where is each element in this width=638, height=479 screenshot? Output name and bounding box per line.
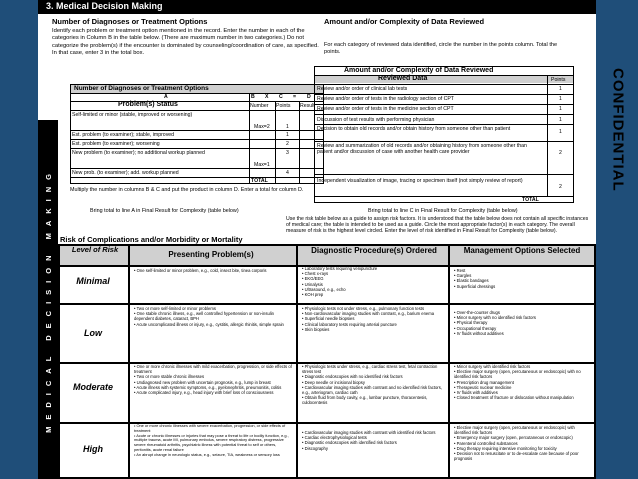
diagnoses-intro: Identify each problem or treatment option mentioned in the record. Enter the number in each of the categories in Column B in the table below. (There are maximum number in two categories.) Do not categorize the problem(s) if the encounter is dominated by counseling/coordination of care, as specified. In that case, enter 3 in the total box. [52, 28, 319, 57]
data-bring-total: Bring total to line C in Final Result for Complexity (table below) [368, 208, 518, 214]
risk-level-low: Low [84, 328, 102, 338]
data-intro: For each category of reviewed data identified, circle the number in the points column. Total the points. [324, 42, 558, 55]
risk-level-moderate: Moderate [72, 382, 113, 392]
confidential-stamp: CONFIDENTIAL [609, 68, 627, 192]
slide-background-left [0, 0, 38, 479]
risk-level-minimal: Minimal [76, 276, 110, 286]
risk-title: Risk of Complications and/or Morbidity or Mortality [60, 235, 243, 244]
section-header-bar [38, 0, 596, 14]
diagnoses-heading: Number of Diagnoses or Treatment Options [52, 17, 208, 26]
risk-level-high: High [83, 444, 103, 454]
document-page: 3. Medical Decision Making Number of Diagnoses or Treatment Options Identify each problem or treatment option mentioned in the record. Enter the number in each of the categories in Column B in the table below. (There are maximum number in two categories.) Do not categorize the problem(s) if the encounter is dominated by counseling/coordination of care, as specified. In that case, enter 3 in the total box. Number of Diagnoses or Treatment Options A B X C = D Problem(s) Status Number Points Result Self-limited or minor (stable, improved or worsening) Max=2 1 Est. problem (to examiner); stable, improved 1 Est. problem (to examiner); worsening 2 New problem (to examiner); no additional workup planned Max=1 3 New prob. (to examiner); add. workup planned 4 TOTAL Multiply the number in columns B & C and put the product in column D. Enter a total for column D. Bring total to line A in Final Result for Complexity (table below) Amount and/or Complexity of Data Reviewed For each category of reviewed data identified, circle the number in the points column. Total the points. Amount and/or Complexity of Data Reviewed Reviewed Data Points Review and/or order of clinical lab tests 1 Review and/or order of tests in the radiology section of CPT 1 Review and/or order of tests in the medicine section of CPT 1 Discussion of test results with performing physician 1 Decision to obtain old records and/or obtain history from someone other than patient 1 Review and summarization of old records and/or obtaining history from someone other than patient and/or discussion of case with another health care provider 2 Independent visualization of image, tracing or specimen itself (not simply review of report) 2 TOTAL Bring total to line C in Final Result for Complexity (table below) MEDICAL DECISION MAKING Use the risk table below as a guide to assign risk factors. It is understood that the table below does not contain all specific instances of medical care; the table is intended to be used as a guide. Circle the most appropriate factor(s) in each category. The overall measure of risk is the highest level circled. Enter the level of risk identified in Final Result for Complexity (table below). Risk of Complications and/or Morbidity or Mortality Level of Risk Presenting Problem(s) Diagnostic Procedure(s) Ordered Management Options Selected Minimal • One self-limited or minor problem, e.g., cold, insect bite, tinea corporis • Laboratory tests requiring venipuncture • Chest x-rays • EKG/EEG • Urinalysis • Ultrasound, e.g., echo • KOH prep • Rest • Gargles • Elastic bandages • Superficial dressings Low • Two or more self-limited or minor problems • One stable chronic illness, e.g., well controlled hypertension or non-insulin dependent diabetes, cataract, BPH • Acute uncomplicated illness or injury, e.g., cystitis, allergic rhinitis, simple sprain • Physiologic tests not under stress, e.g., pulmonary function tests • Non-cardiovascular imaging studies with contrast, e.g., barium enema • Superficial needle biopsies • Clinical laboratory tests requiring arterial puncture • Skin biopsies • Over-the-counter drugs • Minor surgery with no identified risk factors • Physical therapy • Occupational therapy • IV fluids without additives Moderate • One or more chronic illnesses with mild exacerbation, progression, or side effects of treatment • Two or more stable chronic illnesses • Undiagnosed new problem with uncertain prognosis, e.g., lump in breast • Acute illness with systemic symptoms, e.g., pyelonephritis, pneumonitis, colitis • Acute complicated injury, e.g., head injury with brief loss of consciousness • Physiologic tests under stress, e.g., cardiac stress test, fetal contraction stress test • Diagnostic endoscopies with no identified risk factors • Deep needle or incisional biopsy • Cardiovascular imaging studies with contrast and no identified risk factors, e.g., arteriogram, cardiac cath • Obtain fluid from body cavity, e.g., lumbar puncture, thoracentesis, culdocentesis • Minor surgery with identified risk factors • Elective major surgery (open, percutaneous or endoscopic) with no identified risk factors • Prescription drug management • Therapeutic nuclear medicine • IV fluids with additives • Closed treatment of fracture or dislocation without manipulation High • One or more chronic illnesses with severe exacerbation, progression, or side effects of treatment • Acute or chronic illnesses or injuries that may pose a threat to life or bodily function, e.g., multiple trauma, acute MI, pulmonary embolus, severe respiratory distress, progressive severe rheumatoid arthritis, psychiatric illness with potential threat to self or others, peritonitis, acute renal failure • An abrupt change in neurologic status, e.g., seizure, TIA, weakness or sensory loss • Cardiovascular imaging studies with contrast with identified risk factors • Cardiac electrophysiological tests • Diagnostic endoscopies with identified risk factors • Discography • Elective major surgery (open, percutaneous or endoscopic) with identified risk factors • Emergency major surgery (open, percutaneous or endoscopic) • Parenteral controlled substances • Drug therapy requiring intensive monitoring for toxicity • Decision not to resuscitate or to de-escalate care because of poor prognosis CONFIDENTIAL [38, 0, 596, 479]
section-title: 3. Medical Decision Making [46, 1, 163, 11]
data-total-label: TOTAL [522, 197, 539, 203]
diagnoses-bring-total: Bring total to line A in Final Result for Complexity (table below) [90, 208, 239, 214]
diagnoses-total-label: TOTAL [251, 178, 268, 184]
sidebar-label: MEDICAL DECISION MAKING [43, 166, 53, 433]
diagnoses-table-title: Number of Diagnoses or Treatment Options [74, 85, 209, 92]
risk-note: Use the risk table below as a guide to assign risk factors. It is understood that the table below does not contain all specific instances of medical care; the table is intended to be used as a guide. Circle the most appropriate factor(s) in each category. The overall measure of risk is the highest level circled. Enter the level of risk identified in Final Result for Complexity (table below). [286, 216, 589, 234]
data-heading: Amount and/or Complexity of Data Reviewed [324, 17, 485, 26]
diagnoses-note: Multiply the number in columns B & C and put the product in column D. Enter a total for column D. [70, 187, 304, 193]
